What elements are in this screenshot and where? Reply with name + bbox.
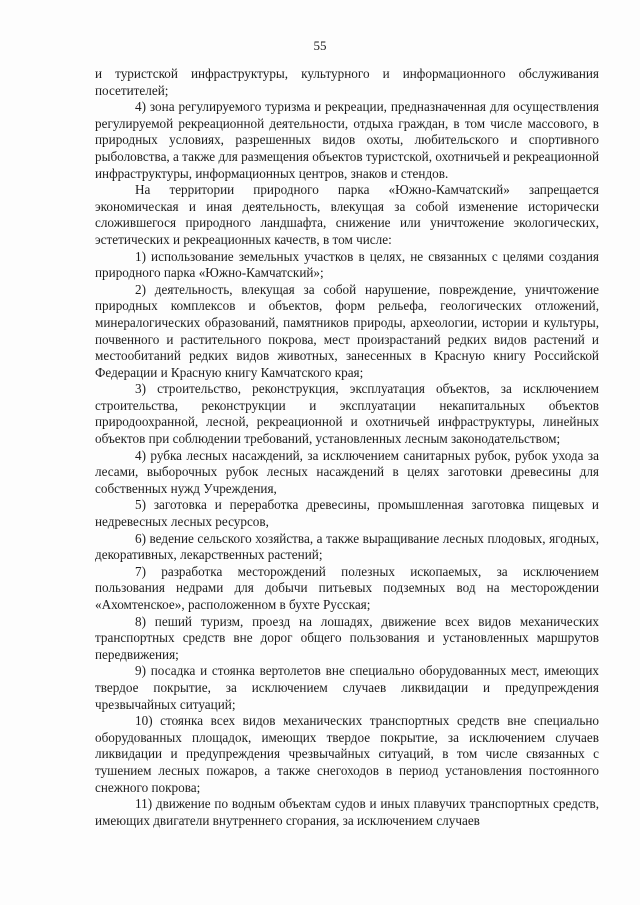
- paragraph: На территории природного парка «Южно-Камчатский» запрещается экономическая и иная деятельность, влекущая за собой изменение исторически сложившегося природного ландшафта, снижение или уничтожение экологических, эстетических и рекреационных качеств, в том числе:: [95, 182, 599, 247]
- list-item: 3) строительство, реконструкция, эксплуатация объектов, за исключением строительства, реконструкции и эксплуатации некапитальных объектов природоохранной, лесной, рекреационной и охотничьей инфраструктуры, линейных объектов при соблюдении требований, установленных лесным законодательством;: [95, 381, 599, 447]
- list-item: 10) стоянка всех видов механических транспортных средств вне специально оборудованных площадок, имеющих твердое покрытие, за исключением случаев ликвидации и предупреждения чрезвычайных ситуаций, в том числе связанных с тушением лесных пожаров, а также снегоходов в период установления постоянного снежного покрова;: [95, 713, 599, 795]
- list-item: 4) рубка лесных насаждений, за исключением санитарных рубок, рубок ухода за лесами, выборочных рубок лесных насаждений в целях заготовки древесины для собственных нужд Учреждения,: [95, 447, 599, 496]
- list-item: 11) движение по водным объектам судов и иных плавучих транспортных средств, имеющих двигатели внутреннего сгорания, за исключением случаев: [95, 796, 599, 828]
- list-item: 9) посадка и стоянка вертолетов вне специально оборудованных мест, имеющих твердое покрытие, за исключением случаев ликвидации и предупреждения чрезвычайных ситуаций;: [95, 663, 599, 712]
- list-item: 7) разработка месторождений полезных ископаемых, за исключением пользования недрами для добычи питьевых подземных вод на месторождении «Ахомтенское», расположенном в бухте Русская;: [95, 563, 599, 612]
- list-item: 8) пеший туризм, проезд на лошадях, движение всех видов механических транспортных средств вне дорог общего пользования и установленных маршрутов передвижения;: [95, 613, 599, 662]
- document-body: [95, 66, 599, 828]
- list-item: 1) использование земельных участков в целях, не связанных с целями создания природного парка «Южно-Камчатский»;: [95, 248, 599, 281]
- page-number: 55: [313, 38, 327, 53]
- list-item: 2) деятельность, влекущая за собой нарушение, повреждение, уничтожение природных комплексов и объектов, форм рельефа, геологических отложений, минералогических образований, памятников природы, археологии, истории и культуры, почвенного и растительного покрова, мест произрастаний редких видов растений и местообитаний редких видов животных, занесенных в Красную книгу Российской Федерации и Красную книгу Камчатского края;: [95, 281, 599, 380]
- paragraph: 4) зона регулируемого туризма и рекреации, предназначенная для осуществления регулируемой рекреационной деятельности, отдыха граждан, в том числе массового, в природных условиях, разрешенных видов охоты, любительского и спортивного рыболовства, а также для размещения объектов туристской, охотничьей и рекреационной инфраструктуры, информационных центров, знаков и стендов.: [95, 99, 599, 181]
- list-item: 5) заготовка и переработка древесины, промышленная заготовка пищевых и недревесных лесных ресурсов,: [95, 497, 599, 530]
- paragraph: и туристской инфраструктуры, культурного и информационного обслуживания посетителей;: [95, 66, 599, 98]
- list-item: 6) ведение сельского хозяйства, а также выращивание лесных плодовых, ягодных, декоративных, лекарственных растений;: [95, 530, 599, 563]
